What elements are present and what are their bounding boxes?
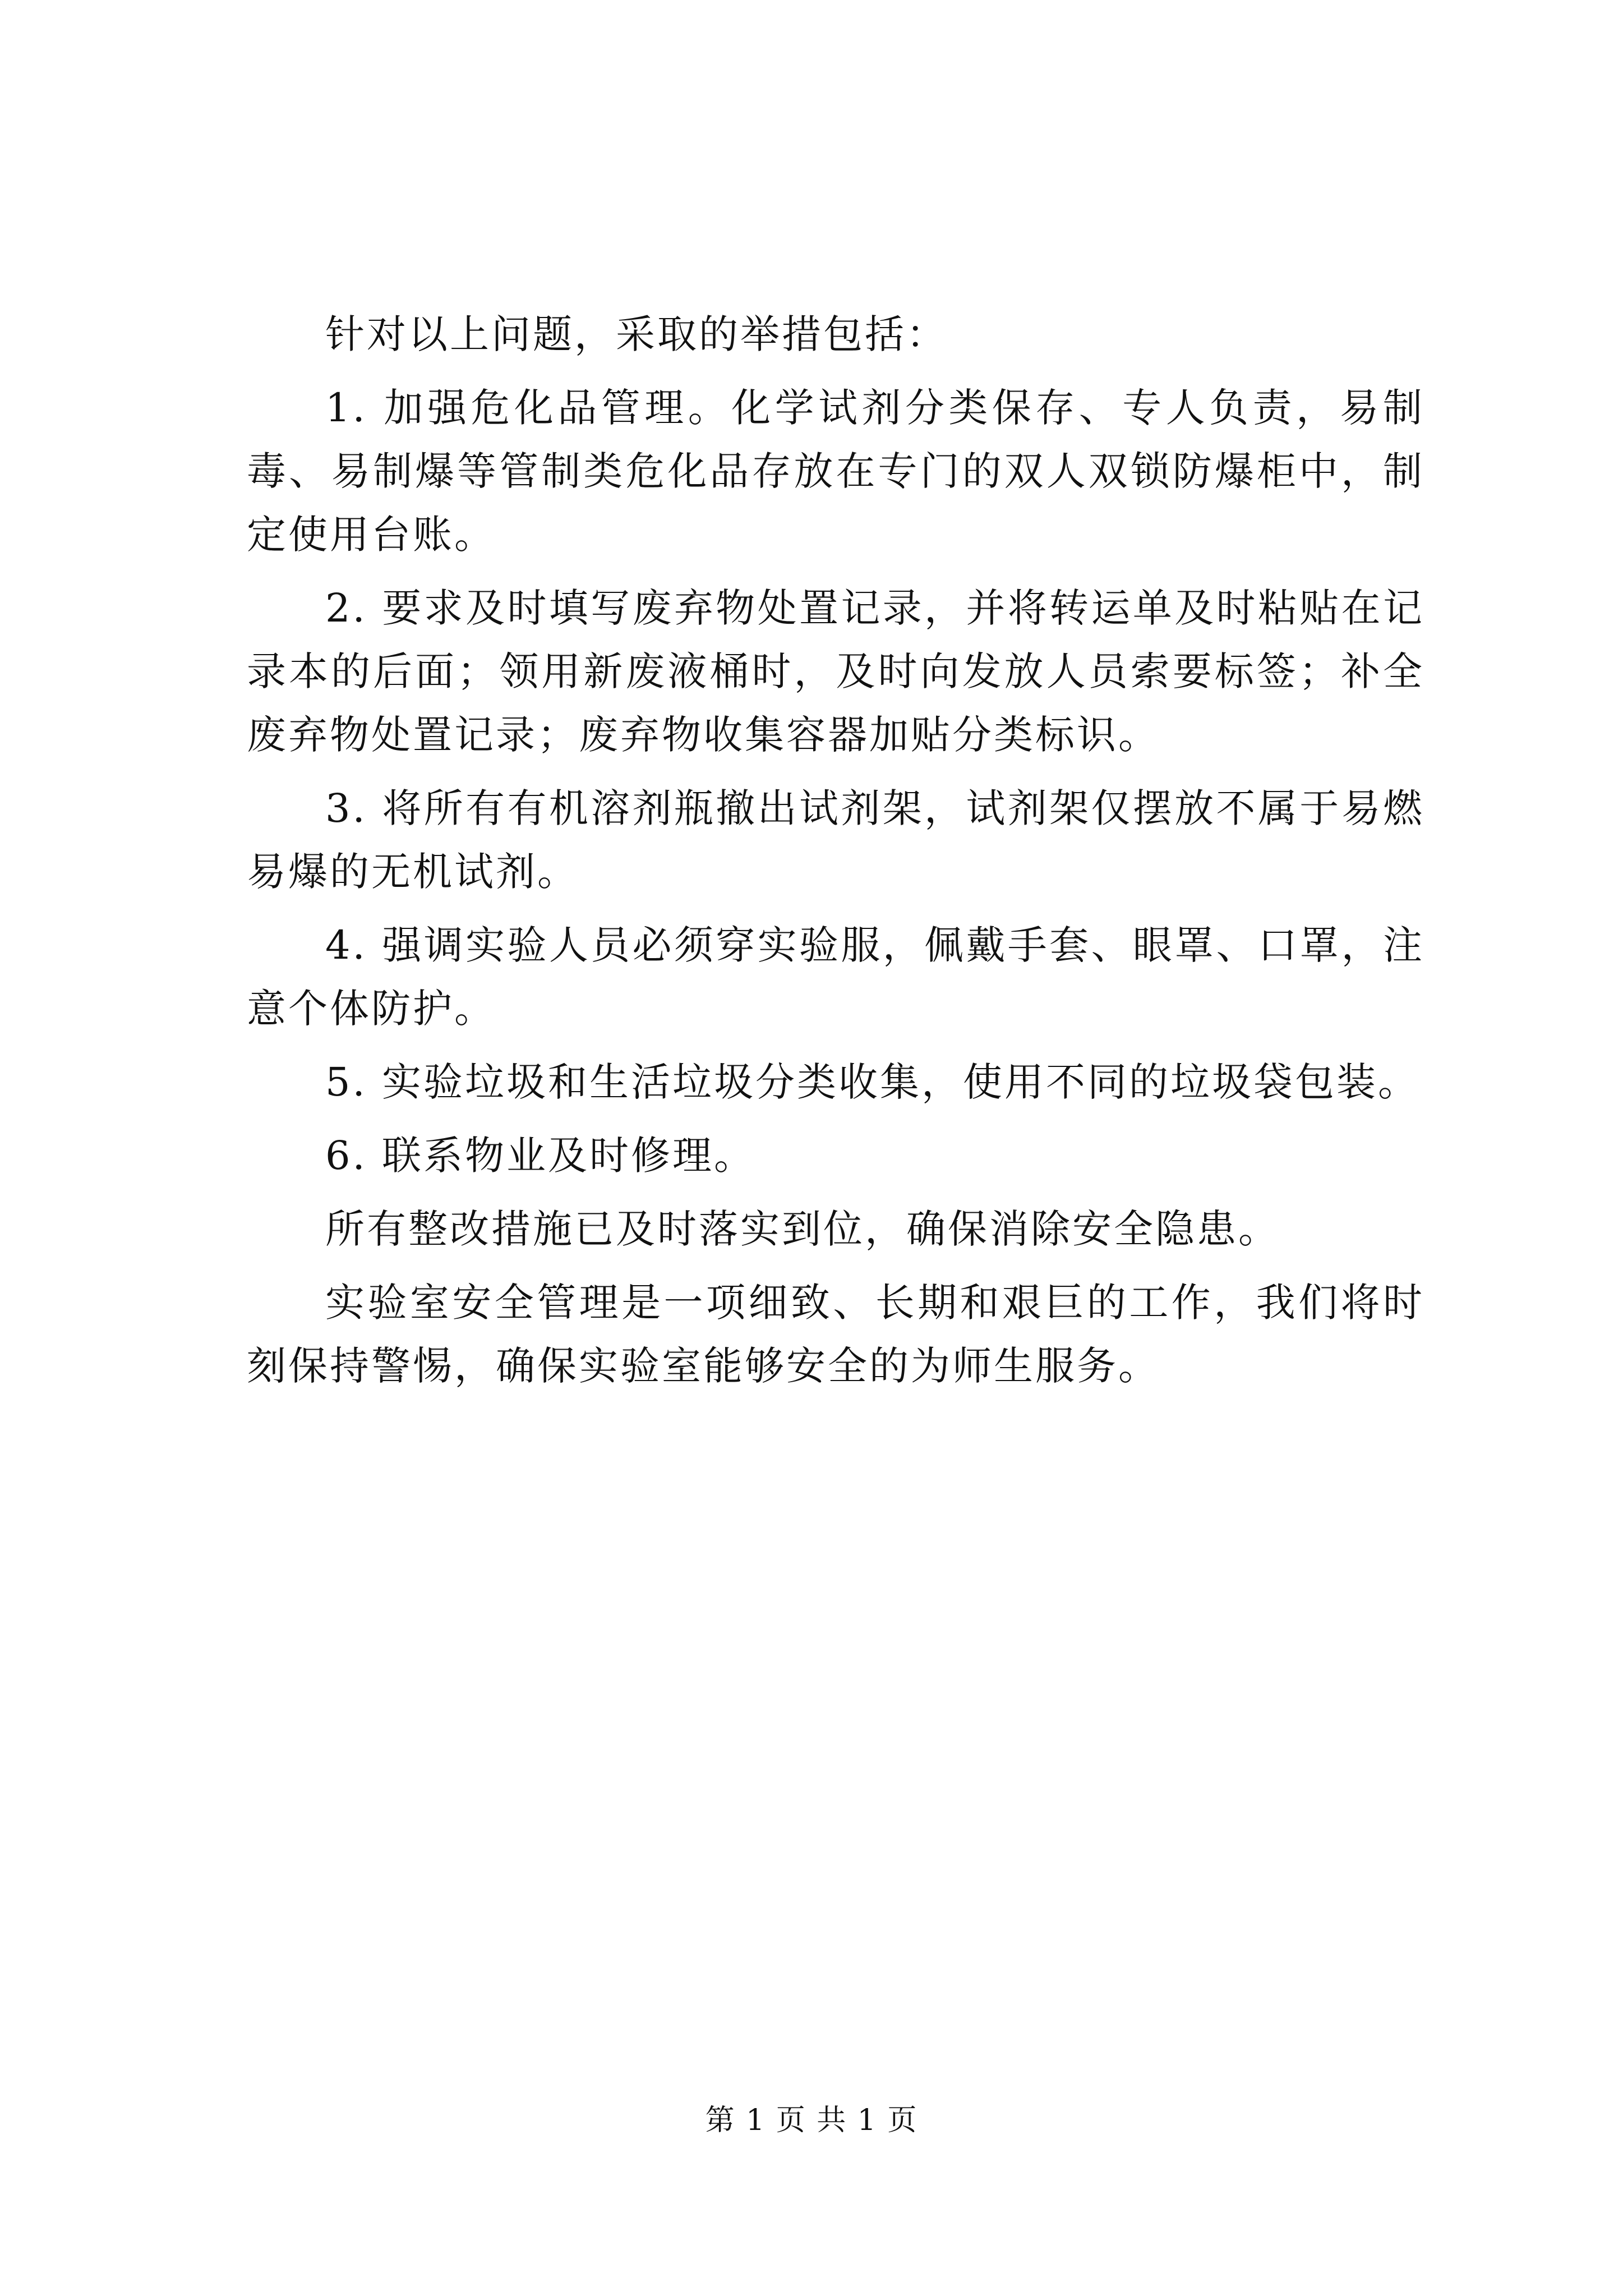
paragraph-measure-6: 6. 联系物业及时修理。 bbox=[325, 1133, 756, 1179]
paragraph-intro: 针对以上问题，采取的举措包括： bbox=[325, 311, 948, 357]
paragraph-measure-4: 4. 强调实验人员必须穿实验服，佩戴手套、眼罩、口罩，注意个体防护。 bbox=[247, 922, 1424, 1032]
paragraph-measure-3: 3. 将所有有机溶剂瓶撤出试剂架，试剂架仅摆放不属于易燃易爆的无机试剂。 bbox=[247, 785, 1424, 895]
paragraph-measure-2: 2. 要求及时填写废弃物处置记录，并将转运单及时粘贴在记录本的后面；领用新废液桶时，及时向发放人员索要标签；补全废弃物处置记录；废弃物收集容器加贴分类标识。 bbox=[247, 585, 1424, 758]
document-body bbox=[247, 303, 1424, 1398]
paragraph-conclusion: 实验室安全管理是一项细致、长期和艰巨的工作，我们将时刻保持警惕，确保实验室能够安全的为师生服务。 bbox=[247, 1280, 1424, 1389]
page-footer: 第 1 页 共 1 页 bbox=[705, 2104, 918, 2137]
paragraph-summary: 所有整改措施已及时落实到位，确保消除安全隐患。 bbox=[325, 1206, 1280, 1252]
paragraph-measure-5: 5. 实验垃圾和生活垃圾分类收集，使用不同的垃圾袋包装。 bbox=[325, 1059, 1420, 1105]
paragraph-measure-1: 1. 加强危化品管理。化学试剂分类保存、专人负责，易制毒、易制爆等管制类危化品存放在专门的双人双锁防爆柜中，制定使用台账。 bbox=[247, 385, 1424, 558]
